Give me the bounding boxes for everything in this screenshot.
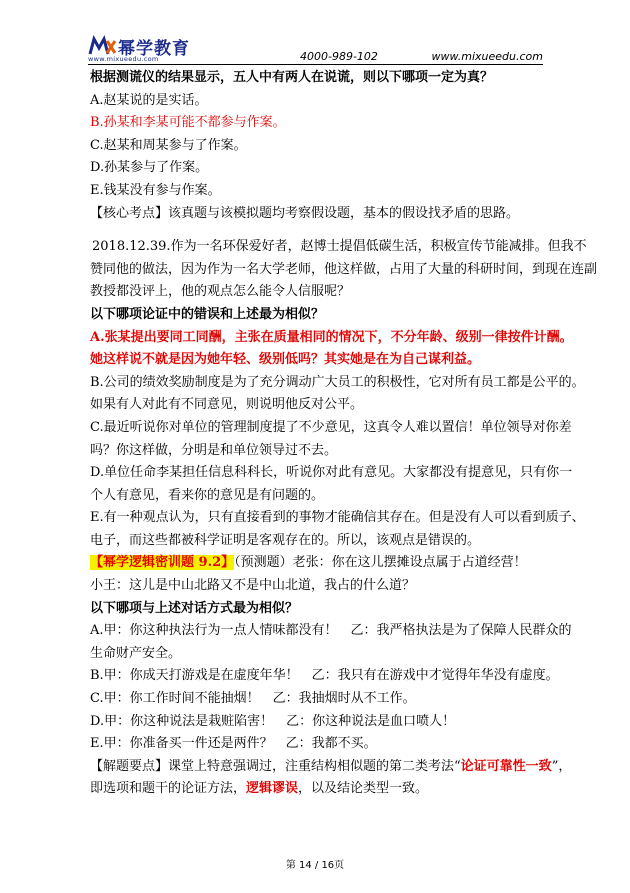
q2-paragraph-line-1: 2018.12.39.作为一名环保爱好者，赵博士提倡低碳生活，积极宣传节能减排。但我不	[92, 239, 587, 255]
q2-option-d-line-1: D.单位任命李某担任信息科科长，听说你对此有意见。大家都没有提意见，只有你一	[90, 465, 573, 481]
key-point-text-4: ，以及结论类型一致。	[298, 781, 429, 797]
q3-option-e: E.甲：你准备买一件还是两件？ 乙：我都不买。	[90, 736, 377, 752]
q1-option-c: C.赵某和周某参与了作案。	[90, 137, 247, 153]
q1-stem: 根据测谎仪的结果显示，五人中有两人在说谎，则以下哪项一定为真？	[90, 70, 494, 85]
q2-option-c-line-1: C.最近听说你对单位的管理制度提了不少意见，这真令人难以置信！单位领导对你差	[90, 419, 572, 435]
header-website: www.mixueedu.com	[431, 50, 543, 63]
header-phone: 4000-989-102	[300, 50, 378, 63]
q2-option-a-line-1: A.张某提出要同工同酬，主张在质量相同的情况下，不分年龄、级别一律按件计酬。	[90, 329, 573, 345]
q3-option-c: C.甲：你工作时间不能抽烟！ 乙：我抽烟时从不工作。	[90, 691, 416, 707]
logo-text: 幂学教育	[118, 39, 190, 59]
q3-key-point-line-1	[90, 756, 572, 779]
q1-core-point	[90, 203, 545, 226]
key-point-text-2: ”，	[551, 758, 572, 774]
page-header	[88, 34, 543, 65]
q1-option-d: D.孙某参与了作案。	[90, 160, 209, 176]
q3-reply: 小王：这儿是中山北路又不是中山北道，我占的什么道？	[90, 578, 416, 594]
q2-option-d-line-2: 个人有意见，看来你的意见是有问题的。	[90, 487, 325, 503]
q2-stem: 以下哪项论证中的错误和上述最为相似？	[90, 306, 325, 322]
page-number: 第 14 / 16页	[285, 860, 345, 871]
logo-subtext: www.mixueedu.com	[88, 55, 159, 63]
key-point-text-3: 即选项和题干的论证方法，	[90, 781, 247, 797]
q3-stem: 以下哪项与上述对话方式最为相似？	[90, 600, 299, 616]
core-point-label: 【核心考点】	[90, 205, 169, 221]
q3-key-point-line-2	[90, 778, 545, 801]
q2-option-e-line-1: E.有一种观点认为，只有直接看到的事物才能确信其存在。但是没有人可以看到质子、	[90, 510, 585, 526]
q2-option-b-line-1: B.公司的绩效奖励制度是为了充分调动广大员工的积极性，它对所有员工都是公平的。	[90, 374, 585, 390]
q3-intro	[90, 552, 545, 575]
q3-option-a-line-1: A.甲：你这种执法行为一点人情味都没有！ 乙：我严格执法是为了保障人民群众的	[90, 623, 572, 639]
key-point-keyword-2: 逻辑谬误	[246, 781, 299, 797]
q3-option-b: B.甲：你成天打游戏是在虚度年华！ 乙：我只有在游戏中才觉得年华没有虚度。	[90, 668, 559, 684]
q2-paragraph-line-3: 教授都没评上，他的观点怎么能令人信服呢？	[90, 284, 351, 300]
logo	[88, 34, 218, 62]
q2-option-a-line-2: 她这样说不就是因为她年轻、级别低吗？其实她是在为自己谋利益。	[90, 352, 481, 368]
q1-option-b: B.孙某和李某可能不都参与作案。	[90, 115, 286, 131]
q2-option-b-line-2: 如果有人对此有不同意见，则说明他反对公平。	[90, 397, 364, 413]
q2-option-e-line-2: 电子，而这些都被科学证明是客观存在的。所以，该观点是错误的。	[90, 532, 481, 548]
q3-option-d: D.甲：你这种说法是栽赃陷害！ 乙：你这种说法是血口喷人！	[90, 713, 456, 729]
q1-option-a: A.赵某说的是实话。	[90, 92, 208, 108]
logo-mark-icon	[88, 36, 116, 56]
document-body	[90, 67, 598, 801]
key-point-text-1: 课堂上特意强调过，注重结构相似题的第二类考法“	[168, 758, 461, 774]
key-point-keyword-1: 论证可靠性一致	[460, 758, 552, 774]
key-point-label: 【解题要点】	[90, 758, 169, 774]
q2-option-c-line-2: 吗？你这样做，分明是和单位领导过不去。	[90, 442, 338, 458]
q1-option-e: E.钱某没有参与作案。	[90, 182, 221, 198]
q3-intro-text: （预测题）老张：你在这儿摆摊设点属于占道经营！	[234, 555, 527, 571]
core-point-text: 该真题与该模拟题均考察假设题，基本的假设找矛盾的思路。	[168, 205, 520, 221]
q2-paragraph-line-2: 赞同他的做法，因为作为一名大学老师，他这样做，占用了大量的科研时间，到现在连副	[90, 261, 598, 277]
q3-option-a-line-2: 生命财产安全。	[90, 645, 182, 661]
q3-tag: 【幂学逻辑密训题 9.2】	[90, 555, 235, 571]
